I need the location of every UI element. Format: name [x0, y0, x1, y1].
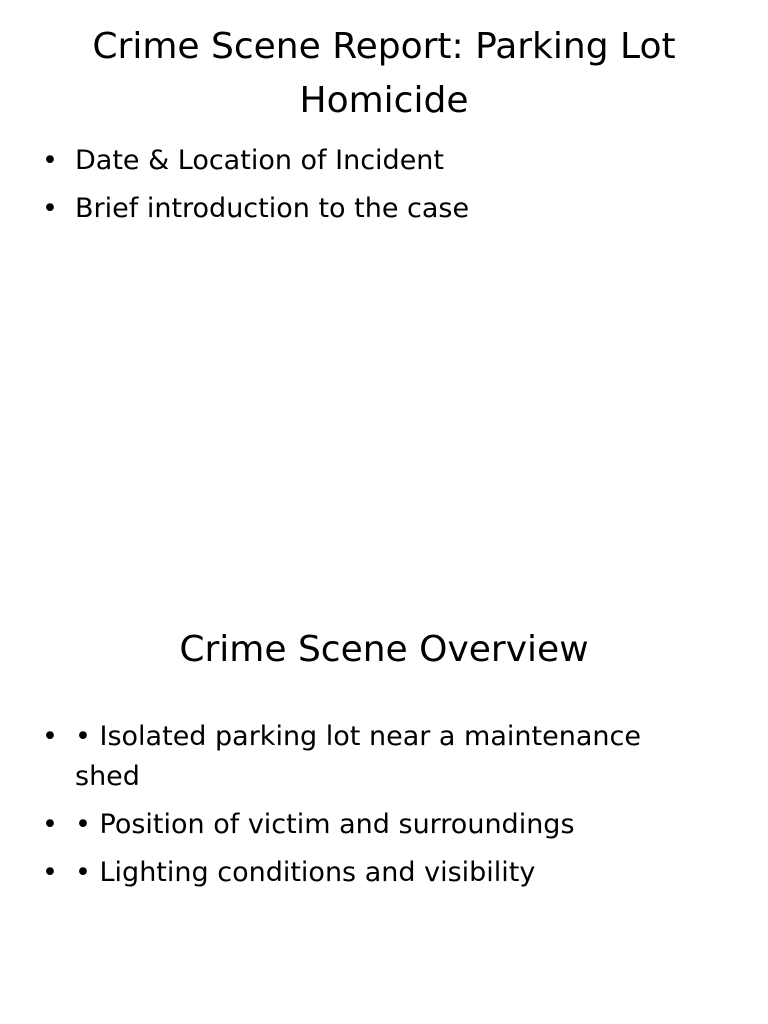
bullet-text: Brief introduction to the case — [75, 193, 470, 224]
bullet-text: • Position of victim and surroundings — [75, 809, 575, 840]
bullet-list — [42, 717, 682, 901]
list-item — [42, 141, 682, 181]
slide-title: Crime Scene Overview — [179, 629, 589, 670]
bullet-text: • Isolated parking lot near a maintenance shed — [75, 721, 641, 792]
bullet-icon: • — [42, 145, 58, 176]
list-item — [42, 853, 682, 893]
slide-title: Crime Scene Report: Parking Lot Homicide — [92, 26, 676, 121]
bullet-icon: • — [42, 193, 58, 224]
bullet-icon: • — [42, 857, 58, 888]
list-item — [42, 189, 682, 229]
list-item — [42, 805, 682, 845]
bullet-icon: • — [42, 809, 58, 840]
bullet-icon: • — [42, 721, 58, 752]
list-item — [42, 717, 682, 797]
bullet-text: • Lighting conditions and visibility — [75, 857, 536, 888]
bullet-list — [42, 141, 682, 237]
slide-2 — [0, 512, 768, 1024]
bullet-text: Date & Location of Incident — [75, 145, 445, 176]
